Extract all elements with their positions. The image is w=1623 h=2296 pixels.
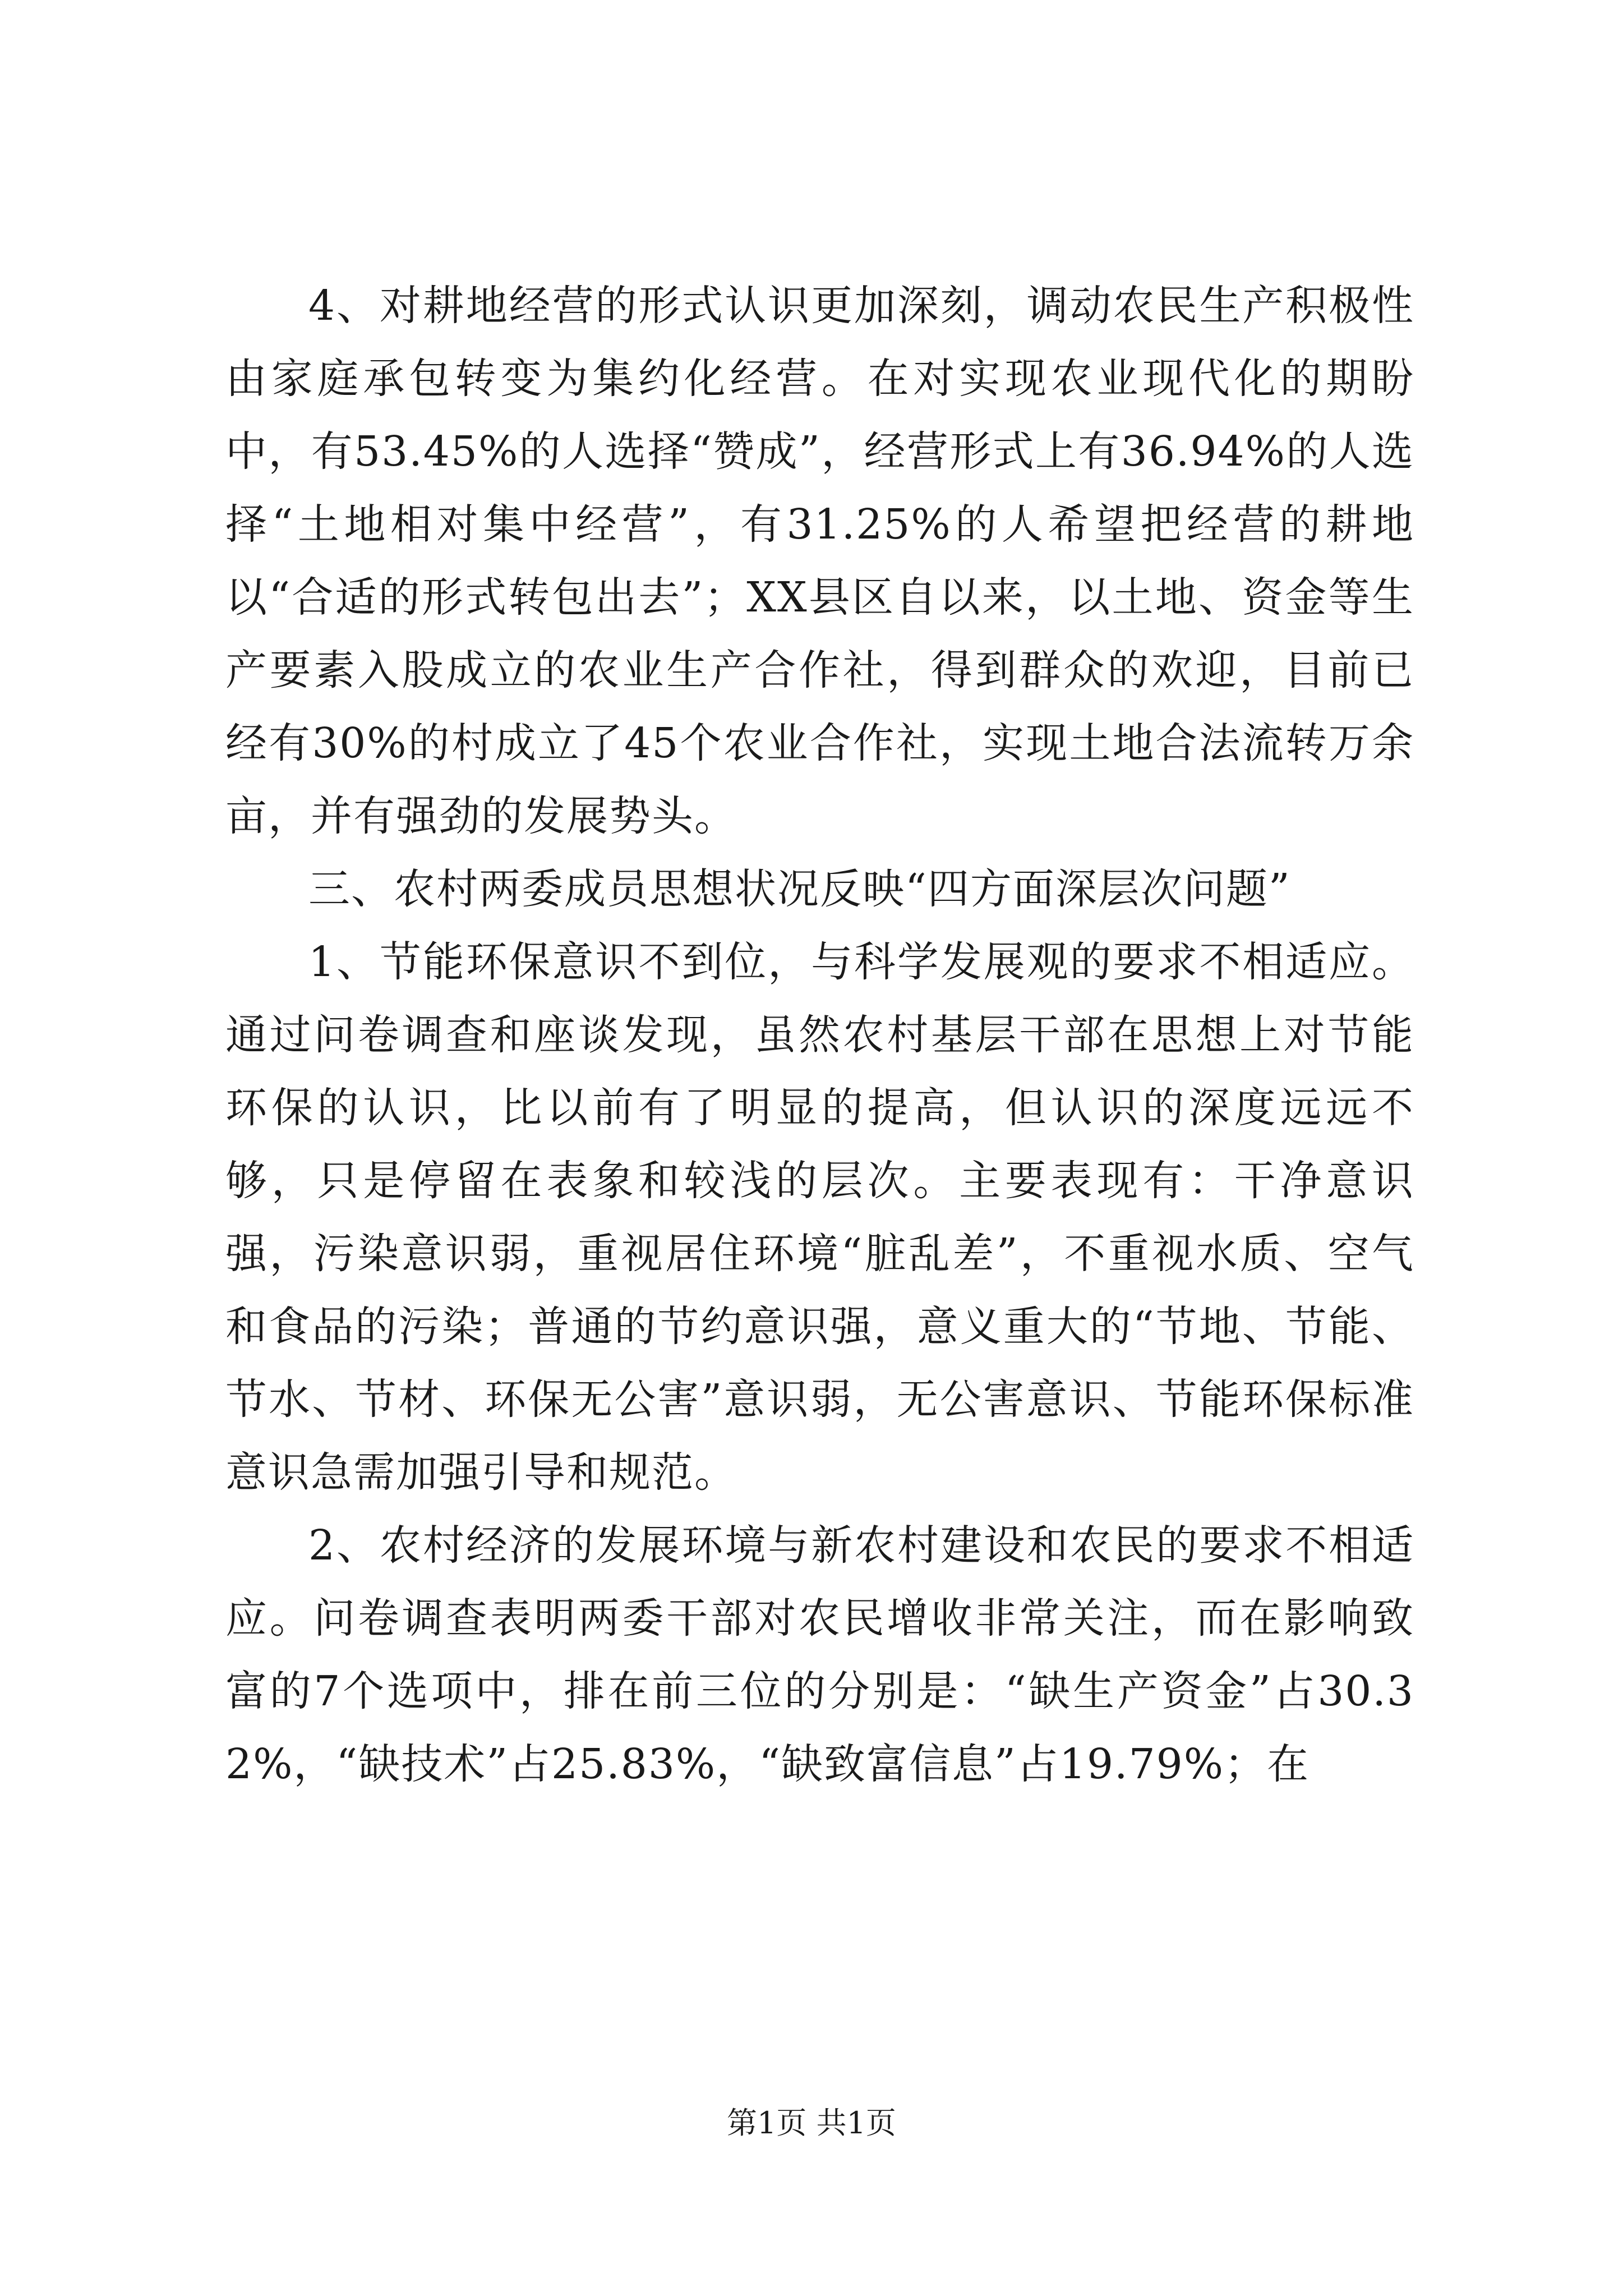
section-heading-three: 三、农村两委成员思想状况反映“四方面深层次问题” [308, 865, 1291, 913]
paragraph-energy-saving: 1、节能环保意识不到位，与科学发展观的要求不相适应。通过问卷调查和座谈发现，虽然农村基层干部在思想上对节能环保的认识，比以前有了明显的提高，但认识的深度远远不够，只是停留在表象和较浅的层次。主要表现有：干净意识强，污染意识弱，重视居住环境“脏乱差”，不重视水质、空气和食品的污染；普通的节约意识强，意义重大的“节地、节能、节水、节材、环保无公害”意识弱，无公害意识、节能环保标准意识急需加强引导和规范。 [225, 938, 1414, 1497]
page-number-footer: 第1页 共1页 [727, 2105, 896, 2141]
paragraph-economic-environment: 2、农村经济的发展环境与新农村建设和农民的要求不相适应。问卷调查表明两委干部对农民增收非常关注，而在影响致富的7个选项中，排在前三位的分别是：“缺生产资金”占30.32%，“缺技术”占25.83%，“缺致富信息”占19.79%；在 [225, 1521, 1414, 1788]
document-body [225, 269, 1414, 1801]
paragraph-farmland-management: 4、对耕地经营的形式认识更加深刻，调动农民生产积极性由家庭承包转变为集约化经营。在对实现农业现代化的期盼中，有53.45%的人选择“赞成”，经营形式上有36.94%的人选择“土地相对集中经营”，有31.25%的人希望把经营的耕地以“合适的形式转包出去”；XX县区自以来，以土地、资金等生产要素入股成立的农业生产合作社，得到群众的欢迎，目前已经有30%的村成立了45个农业合作社，实现土地合法流转万余亩，并有强劲的发展势头。 [225, 282, 1414, 840]
